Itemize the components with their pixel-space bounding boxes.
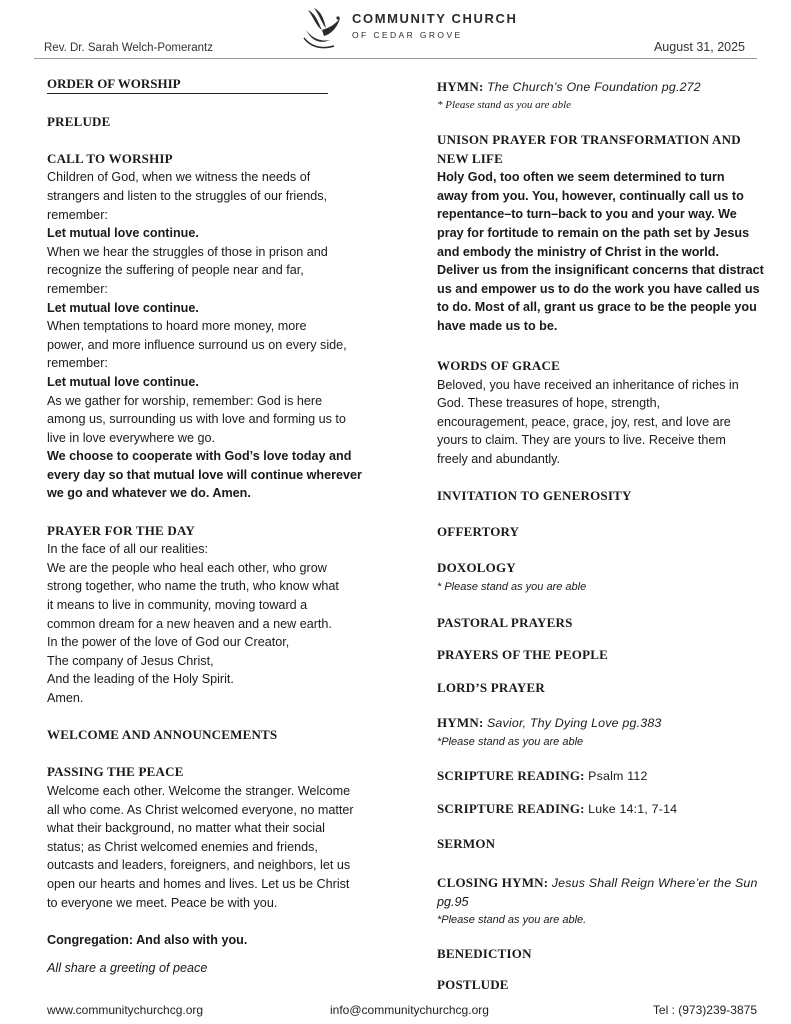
unison-line: to do. Most of all, grant us grace to be the people you (437, 300, 757, 315)
closing-hymn-label: CLOSING HYMN: (437, 875, 549, 890)
passing-the-peace-heading: PASSING THE PEACE (47, 764, 184, 780)
footer-phone: Tel : (973)239-3875 (652, 1003, 757, 1017)
closing-hymn-note: *Please stand as you are able. (437, 914, 587, 927)
scripture-2-reference: Luke 14:1, 7-14 (588, 802, 678, 816)
call-response: we go and whatever we do. Amen. (47, 486, 251, 501)
hymn-1-title: The Church’s One Foundation pg.272 (486, 80, 701, 94)
unison-line: away from you. You, however, continually call us to (437, 188, 744, 203)
congregation-response-text: : And also with you. (128, 932, 248, 947)
doxology-heading: DOXOLOGY (437, 560, 516, 575)
unison-prayer-heading-line: UNISON PRAYER FOR TRANSFORMATION AND (437, 132, 741, 147)
unison-line: Deliver us from the insignificant concerns that distract (437, 263, 764, 278)
call-line: among us, surrounding us with love and forming us to (47, 412, 346, 427)
scripture-1-label: SCRIPTURE READING: (437, 768, 585, 783)
church-location: OF CEDAR GROVE (352, 30, 463, 40)
benediction-heading: BENEDICTION (437, 946, 532, 961)
peace-line: status; as Christ welcomed enemies and friends, (47, 839, 318, 854)
unison-line: and embody the ministry of Christ in the world. (437, 244, 719, 259)
hymn-1 (437, 78, 701, 114)
scripture-2-label: SCRIPTURE READING: (437, 801, 585, 816)
offertory-heading: OFFERTORY (437, 524, 520, 539)
right-column (437, 0, 767, 1000)
call-response: every day so that mutual love will continue wherever (47, 467, 362, 482)
call-line: recognize the suffering of people near and far, (47, 263, 304, 278)
prayer-for-the-day-text (47, 540, 377, 707)
peace-line: what their background, no matter what their social (47, 821, 325, 836)
lords-prayer-heading: LORD’S PRAYER (437, 680, 545, 695)
peace-line: outcasts and leaders, foreigners, and neighbors, let us (47, 858, 351, 873)
unison-line: repentance–to turn–back to you and your way. We (437, 207, 737, 222)
call-line: As we gather for worship, remember: God is here (47, 393, 323, 408)
dove-icon (300, 4, 346, 52)
unison-line: have made us to be. (437, 318, 558, 333)
call-to-worship-text (47, 168, 377, 503)
prayer-line: common dream for a new heaven and a new earth. (47, 616, 332, 631)
call-line: Children of God, when we witness the needs of (47, 170, 311, 185)
passing-the-peace-text (47, 782, 377, 912)
greeting-note: All share a greeting of peace (47, 961, 208, 976)
hymn-1-label: HYMN: (437, 79, 484, 94)
peace-line: all who come. As Christ welcomed everyone, no matter (47, 802, 354, 817)
call-line: remember: (47, 281, 108, 296)
unison-line: pray for fortitude to remain on the path set by Jesus (437, 225, 750, 240)
prayer-line: In the power of the love of God our Creator, (47, 635, 290, 650)
prayer-line: We are the people who heal each other, who grow (47, 560, 327, 575)
service-date: August 31, 2025 (653, 40, 745, 54)
prelude-heading: PRELUDE (47, 113, 111, 129)
call-to-worship-heading: CALL TO WORSHIP (47, 150, 173, 166)
scripture-reading-2 (437, 800, 677, 819)
hymn-2-title: Savior, Thy Dying Love pg.383 (486, 716, 662, 730)
grace-line: God. These treasures of hope, strength, (437, 396, 661, 411)
call-response: Let mutual love continue. (47, 374, 199, 389)
footer-website[interactable]: www.communitychurchcg.org (47, 1003, 204, 1017)
pastor-name: Rev. Dr. Sarah Welch-Pomerantz (44, 42, 213, 54)
church-name: COMMUNITY CHURCH (352, 11, 518, 26)
hymn-2 (437, 714, 662, 751)
call-response: We choose to cooperate with God’s love today and (47, 449, 352, 464)
grace-line: encouragement, peace, grace, joy, rest, and love are (437, 414, 731, 429)
prayers-of-the-people-heading: PRAYERS OF THE PEOPLE (437, 647, 608, 662)
unison-line: us and empower us to do the work you have called us (437, 281, 760, 296)
call-response: Let mutual love continue. (47, 226, 199, 241)
call-line: power, and more influence surround us on every side, (47, 337, 347, 352)
prayer-line: it means to live in community, moving toward a (47, 598, 308, 613)
prayer-line: In the face of all our realities: (47, 542, 209, 557)
prayer-for-the-day-heading: PRAYER FOR THE DAY (47, 522, 195, 538)
doxology-note: * Please stand as you are able (437, 580, 587, 593)
sermon-heading: SERMON (437, 836, 496, 851)
call-line: When temptations to hoard more money, more (47, 319, 307, 334)
call-response: Let mutual love continue. (47, 300, 199, 315)
call-line: remember: (47, 207, 108, 222)
unison-prayer (437, 131, 767, 336)
prayer-line: And the leading of the Holy Spirit. (47, 672, 234, 687)
prayer-line: strong together, who name the truth, who know what (47, 579, 339, 594)
invitation-to-generosity-heading: INVITATION TO GENEROSITY (437, 488, 632, 503)
call-line: When we hear the struggles of those in prison and (47, 244, 328, 259)
peace-line: to everyone we meet. Peace be with you. (47, 895, 278, 910)
prayer-line: Amen. (47, 691, 84, 705)
closing-hymn-page: pg.95 (437, 894, 469, 909)
call-line: live in love everywhere we go. (47, 430, 215, 445)
call-line: remember: (47, 356, 108, 371)
hymn-2-note: *Please stand as you are able (437, 735, 584, 748)
unison-line: Holy God, too often we seem determined to turn (437, 170, 725, 185)
words-of-grace-heading: WORDS OF GRACE (437, 358, 560, 373)
welcome-announcements-heading: WELCOME AND ANNOUNCEMENTS (47, 727, 278, 743)
postlude-heading: POSTLUDE (437, 977, 509, 992)
peace-line: open our hearts and homes and lives. Let us be Christ (47, 876, 350, 891)
left-column (47, 76, 377, 978)
footer-email[interactable]: info@communitychurchcg.org (330, 1003, 489, 1017)
scripture-reading-1 (437, 767, 648, 786)
order-of-worship-title: ORDER OF WORSHIP (47, 76, 328, 94)
doxology (437, 559, 586, 596)
unison-prayer-heading-line: NEW LIFE (437, 150, 504, 166)
closing-hymn (437, 874, 767, 929)
grace-line: freely and abundantly. (437, 451, 560, 466)
congregation-response (47, 931, 377, 950)
prayer-line: The company of Jesus Christ, (47, 653, 214, 668)
scripture-1-reference: Psalm 112 (588, 769, 648, 783)
pastoral-prayers-heading: PASTORAL PRAYERS (437, 615, 573, 630)
grace-line: Beloved, you have received an inheritance of riches in (437, 377, 739, 392)
call-line: strangers and listen to the struggles of our friends, (47, 188, 328, 203)
words-of-grace (437, 357, 767, 469)
congregation-label: Congregation (47, 932, 129, 947)
hymn-2-label: HYMN: (437, 715, 484, 730)
grace-line: yours to claim. They are yours to live. Receive them (437, 433, 726, 448)
closing-hymn-title: Jesus Shall Reign Where’er the Sun (551, 876, 758, 890)
hymn-1-note: * Please stand as you are able (437, 98, 572, 111)
peace-line: Welcome each other. Welcome the stranger. Welcome (47, 783, 351, 798)
